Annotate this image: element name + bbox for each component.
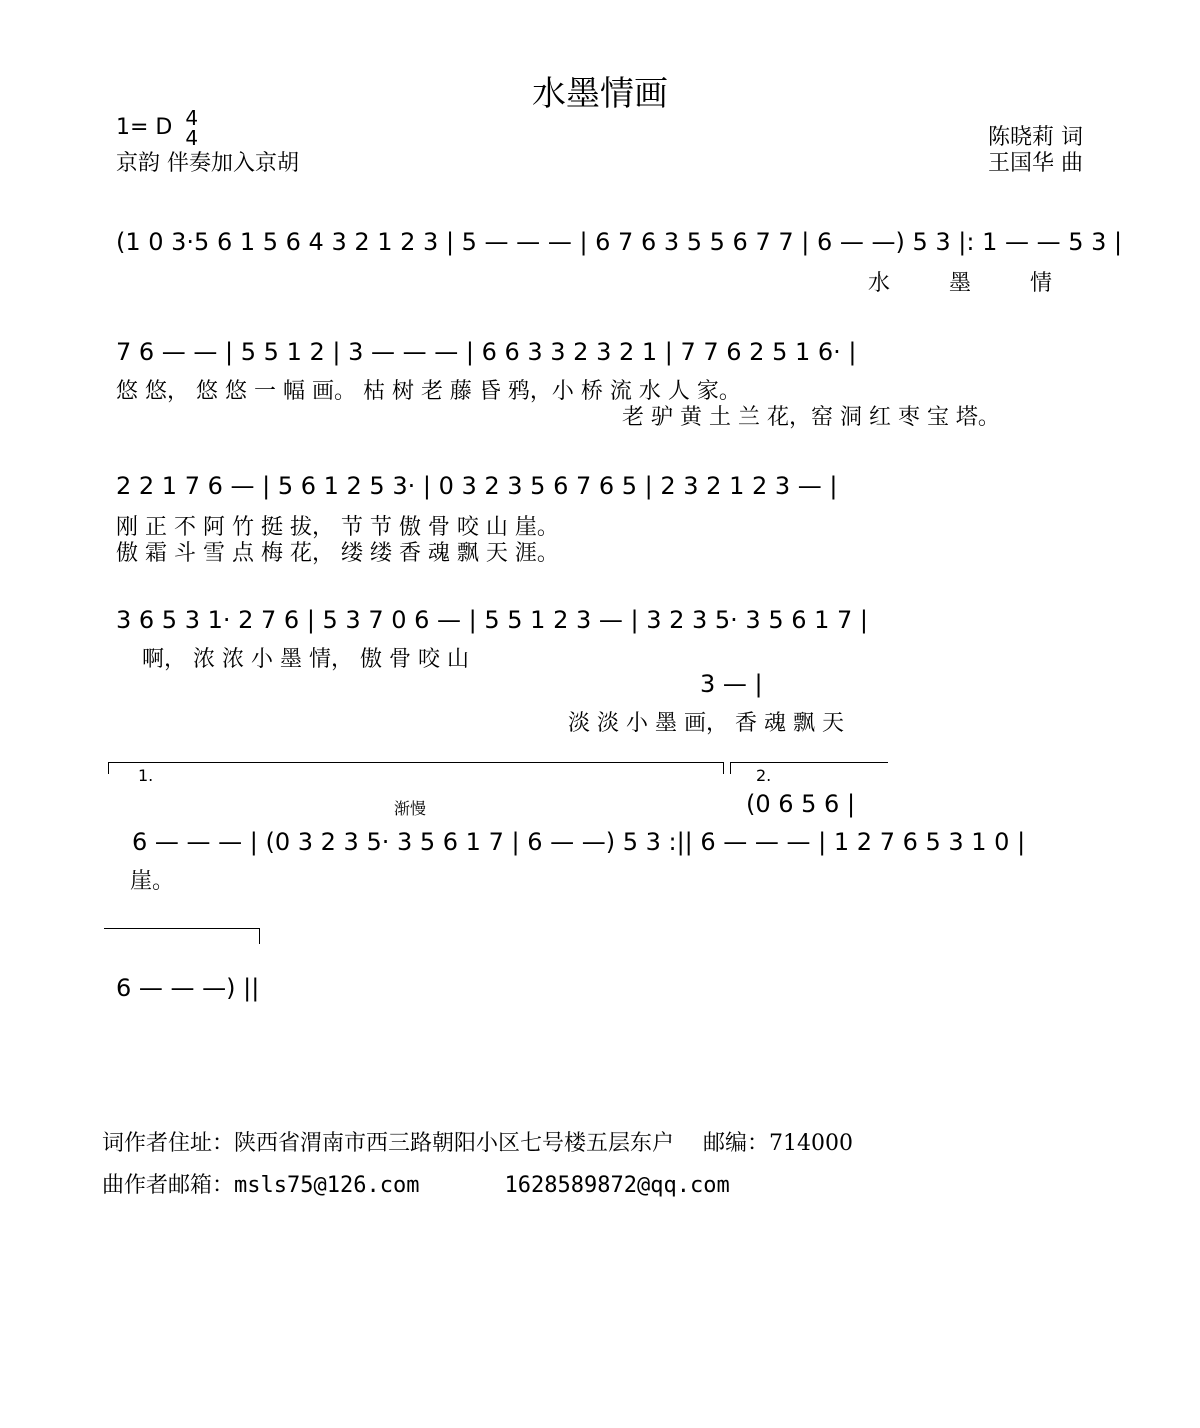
composer-email-line xyxy=(102,1168,730,1199)
notation-row-3: 2 2 1 7 6 — | 5 6 1 2 5 3· | 0 3 2 3 5 6 7 6 5 | 2 3 2 1 2 3 — | xyxy=(116,472,838,500)
composer-credit: 王国华 曲 xyxy=(988,151,1083,176)
lyrics-row-2-verse-1: 悠 悠， 悠 悠 一 幅 画。 枯 树 老 藤 昏 鸦，小 桥 流 水 人 家。 xyxy=(116,379,741,404)
ending-bracket-right xyxy=(259,928,260,944)
time-signature xyxy=(185,108,198,148)
volta-1-bracket xyxy=(108,762,724,763)
notation-row-2: 7 6 — — | 5 5 1 2 | 3 — — — | 6 6 3 3 2 3 2 1 | 7 7 6 2 5 1 6· | xyxy=(116,338,857,366)
lyrics-row-3-verse-1: 刚 正 不 阿 竹 挺 拔， 节 节 傲 骨 咬 山 崖。 xyxy=(116,515,559,540)
lyricist-credit: 陈晓莉 词 xyxy=(988,125,1083,150)
email-1: msls75@126.com xyxy=(234,1173,420,1198)
notation-row-5-upper: (0 6 5 6 | xyxy=(746,790,856,818)
song-title: 水墨情画 xyxy=(532,74,668,114)
volta-1-left xyxy=(108,762,109,774)
notation-row-1: (1 0 3·5 6 1 5 6 4 3 2 1 2 3 | 5 — — — | 6 7 6 3 5 5 6 7 7 | 6 — —) 5 3 |: 1 — — 5 3 | xyxy=(116,228,1123,256)
lyrics-row-3-verse-2: 傲 霜 斗 雪 点 梅 花， 缕 缕 香 魂 飘 天 涯。 xyxy=(116,541,559,566)
volta-1-right xyxy=(723,762,724,774)
lyrics-row-4: 啊， 浓 浓 小 墨 情， 傲 骨 咬 山 xyxy=(142,647,469,672)
tempo-marking: 渐慢 xyxy=(394,799,427,818)
key-signature xyxy=(116,108,198,148)
volta-2-bracket xyxy=(730,762,888,763)
ending-bracket xyxy=(104,928,260,929)
lyrics-row-2-verse-2: 老 驴 黄 土 兰 花，窑 洞 红 枣 宝 塔。 xyxy=(622,405,1000,430)
time-sig-bottom: 4 xyxy=(185,126,199,150)
notation-row-5: 6 — — — | (0 3 2 3 5· 3 5 6 1 7 | 6 — —) 5 3 :|| 6 — — — | 1 2 7 6 5 3 1 0 | xyxy=(132,828,1026,856)
key-label: 1= D xyxy=(116,115,173,140)
time-sig-top: 4 xyxy=(185,106,199,130)
lyricist-address: 词作者住址：陕西省渭南市西三路朝阳小区七号楼五层东户 邮编：714000 xyxy=(102,1131,853,1156)
notation-row-4: 3 6 5 3 1· 2 7 6 | 5 3 7 0 6 — | 5 5 1 2 3 — | 3 2 3 5· 3 5 6 1 7 | xyxy=(116,606,869,634)
notation-row-6: 6 — — —) || xyxy=(116,974,260,1002)
volta-1-label: 1. xyxy=(138,766,154,785)
lyrics-row-1: 水 墨 情 xyxy=(868,271,1052,296)
lyrics-row-4-alt: 淡 淡 小 墨 画， 香 魂 飘 天 xyxy=(568,711,844,736)
volta-2-label: 2. xyxy=(756,766,772,785)
lyrics-row-5: 崖。 xyxy=(130,869,175,894)
volta-2-left xyxy=(730,762,731,774)
notation-row-4-alt: 3 — | xyxy=(700,670,763,698)
email-label: 曲作者邮箱： xyxy=(102,1173,235,1198)
style-note: 京韵 伴奏加入京胡 xyxy=(116,151,299,176)
email-2: 1628589872@qq.com xyxy=(504,1173,730,1198)
